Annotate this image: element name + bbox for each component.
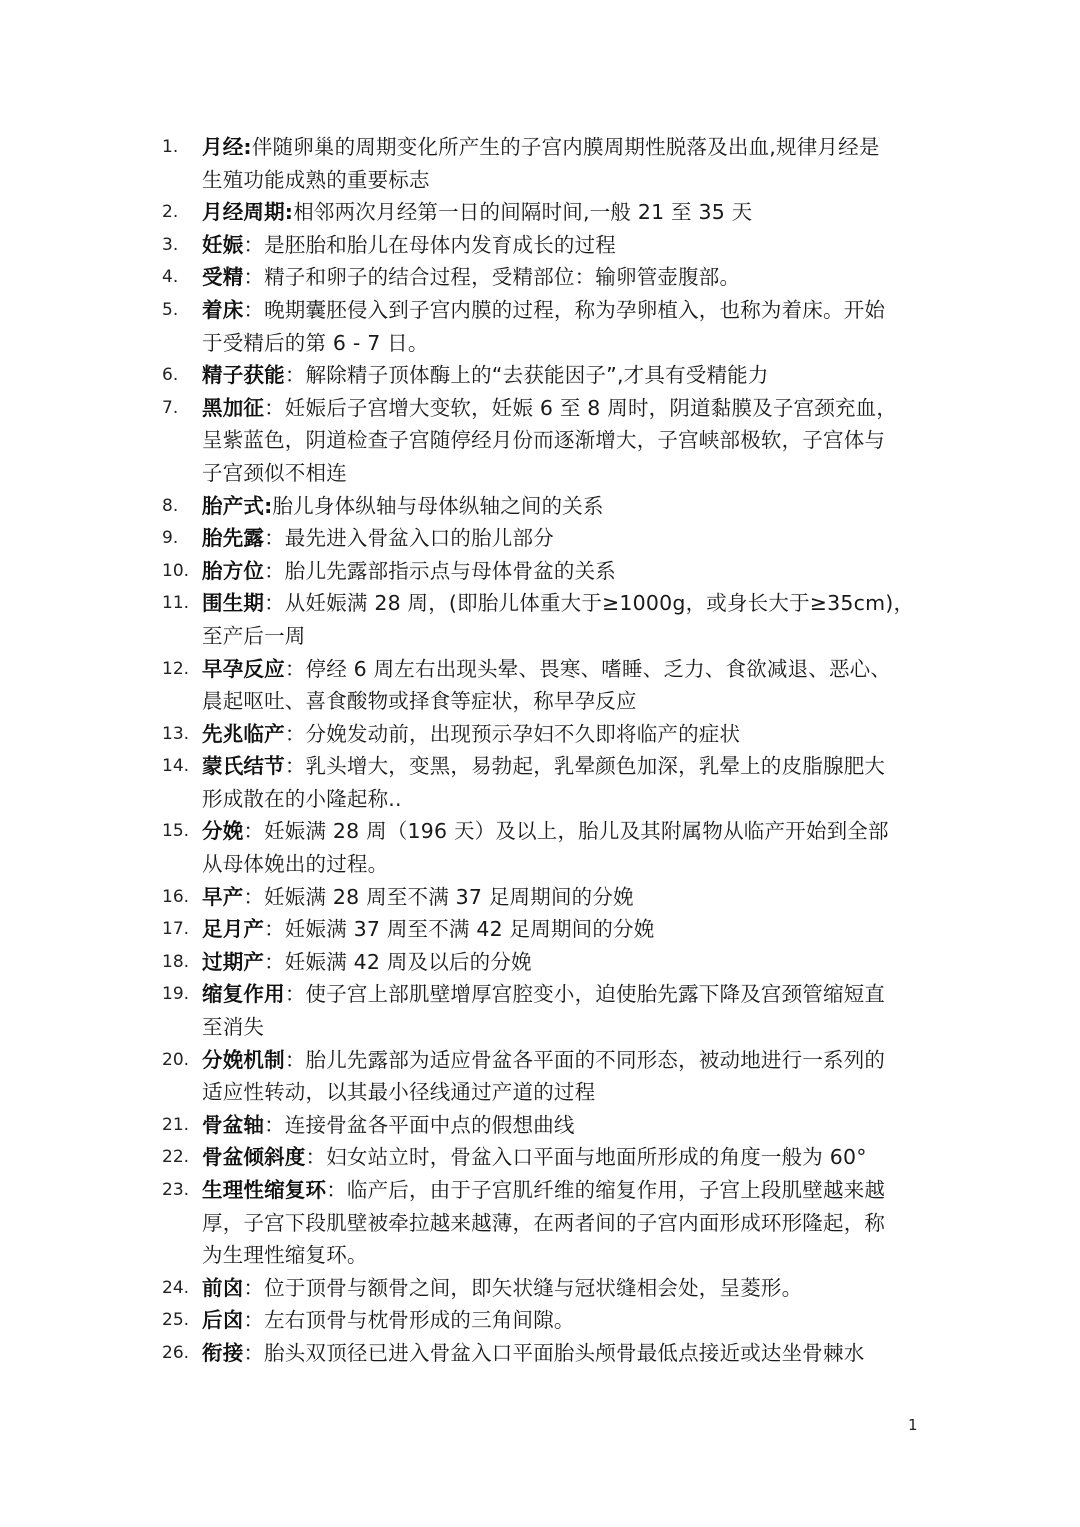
item-definition-text: ：使子宫上部肌壁增厚宫腔变小，迫使胎先露下降及宫颈管缩短直 xyxy=(284,982,886,1007)
item-number: 4. xyxy=(162,267,179,288)
definition-list xyxy=(160,131,920,1370)
item-number: 20. xyxy=(162,1049,190,1070)
item-number: 15. xyxy=(162,821,190,842)
item-definition-text: 适应性转动，以其最小径线通过产道的过程 xyxy=(202,1080,596,1105)
item-definition-text: 生殖功能成熟的重要标志 xyxy=(202,167,430,192)
item-number: 2. xyxy=(162,202,179,223)
item-line xyxy=(202,913,920,946)
item-term: 胎先露 xyxy=(202,526,265,551)
item-term: 骨盆倾斜度 xyxy=(202,1145,306,1170)
item-definition-text: 于受精后的第 6 - 7 日。 xyxy=(202,330,429,355)
list-item xyxy=(160,522,920,555)
item-definition-text: ：左右顶骨与枕骨形成的三角间隙。 xyxy=(243,1308,575,1333)
item-line xyxy=(202,327,920,360)
item-definition-text: 胎儿身体纵轴与母体纵轴之间的关系 xyxy=(272,493,604,518)
item-term: 早产 xyxy=(202,884,244,909)
list-item xyxy=(160,913,920,946)
item-definition-text: 从母体娩出的过程。 xyxy=(202,852,389,877)
item-number: 7. xyxy=(162,397,179,418)
item-definition-text: ：临产后，由于子宫肌纤维的缩复作用，子宫上段肌壁越来越 xyxy=(326,1178,886,1202)
list-item xyxy=(160,815,920,880)
item-line xyxy=(202,1304,920,1337)
item-line xyxy=(202,653,920,686)
item-definition-text: ：妊娠后子宫增大变软，妊娠 6 至 8 周时，阴道黏膜及子宫颈充血， xyxy=(264,395,898,420)
list-item xyxy=(160,1174,920,1272)
list-item xyxy=(160,261,920,294)
item-definition-text: ：妊娠满 42 周及以后的分娩 xyxy=(264,949,532,974)
item-number: 25. xyxy=(162,1310,190,1331)
item-line xyxy=(202,1207,920,1240)
item-line xyxy=(202,587,920,620)
item-definition-text: 相邻两次月经第一日的间隔时间,一般 21 至 35 天 xyxy=(293,200,753,225)
item-line xyxy=(202,620,920,653)
item-line xyxy=(202,1337,920,1370)
item-number: 22. xyxy=(162,1147,190,1168)
item-number: 26. xyxy=(162,1342,190,1363)
item-number: 23. xyxy=(162,1180,190,1200)
item-definition-text: 子宫颈似不相连 xyxy=(202,460,347,485)
list-item xyxy=(160,946,920,979)
item-line xyxy=(202,848,920,881)
item-number: 13. xyxy=(162,723,190,744)
item-line xyxy=(202,522,920,555)
item-term: 分娩机制 xyxy=(202,1047,285,1072)
item-term: 后囟 xyxy=(202,1308,244,1333)
item-definition-text: ：解除精子顶体酶上的“去获能因子”,才具有受精能力 xyxy=(284,363,769,388)
item-definition-text: 形成散在的小隆起称.. xyxy=(202,786,402,811)
item-definition-text: 至消失 xyxy=(202,1015,265,1040)
item-number: 3. xyxy=(162,234,179,255)
item-line xyxy=(202,1076,920,1109)
item-definition-text: ：晚期囊胚侵入到子宫内膜的过程，称为孕卵植入，也称为着床。开始 xyxy=(243,297,886,322)
item-term: 缩复作用 xyxy=(202,982,285,1007)
list-item xyxy=(160,555,920,588)
item-line xyxy=(202,815,920,848)
item-line xyxy=(202,1174,920,1207)
item-term: 月经: xyxy=(202,135,252,159)
item-line xyxy=(202,1044,920,1077)
list-item xyxy=(160,1141,920,1174)
item-line xyxy=(202,424,920,457)
item-definition-text: ：位于顶骨与额骨之间，即矢状缝与冠状缝相会处，呈菱形。 xyxy=(243,1275,803,1300)
item-line xyxy=(202,1272,920,1305)
item-line xyxy=(202,359,920,392)
list-item xyxy=(160,359,920,392)
item-term: 月经周期: xyxy=(202,200,294,225)
list-item xyxy=(160,1272,920,1305)
item-term: 衔接 xyxy=(202,1340,244,1365)
list-item xyxy=(160,1044,920,1109)
item-term: 胎方位 xyxy=(202,558,265,583)
item-definition-text: ：乳头增大，变黑，易勃起，乳晕颜色加深，乳晕上的皮脂腺肥大 xyxy=(284,754,886,779)
item-line xyxy=(202,685,920,718)
list-item xyxy=(160,1337,920,1370)
item-line xyxy=(202,555,920,588)
item-line xyxy=(202,457,920,490)
item-line xyxy=(202,1109,920,1142)
item-number: 5. xyxy=(162,299,179,320)
item-definition-text: ：连接骨盆各平面中点的假想曲线 xyxy=(264,1112,575,1137)
list-item xyxy=(160,978,920,1043)
item-definition-text: ：最先进入骨盆入口的胎儿部分 xyxy=(264,526,554,551)
item-definition-text: 呈紫蓝色，阴道检查子宫随停经月份而逐渐增大，子宫峡部极软，子宫体与 xyxy=(202,428,886,453)
item-definition-text: 伴随卵巢的周期变化所产生的子宫内膜周期性脱落及出血,规律月经是 xyxy=(251,135,880,159)
item-term: 骨盆轴 xyxy=(202,1112,265,1137)
item-number: 21. xyxy=(162,1114,190,1135)
list-item xyxy=(160,1304,920,1337)
list-item xyxy=(160,750,920,815)
item-line xyxy=(202,978,920,1011)
item-term: 早孕反应 xyxy=(202,656,285,681)
item-number: 17. xyxy=(162,919,190,940)
item-term: 过期产 xyxy=(202,949,265,974)
item-number: 1. xyxy=(162,137,179,157)
item-term: 围生期 xyxy=(202,591,265,616)
item-term: 分娩 xyxy=(202,819,244,844)
item-number: 8. xyxy=(162,495,179,516)
item-definition-text: ：胎儿先露部为适应骨盆各平面的不同形态，被动地进行一系列的 xyxy=(284,1047,886,1072)
list-item xyxy=(160,229,920,262)
item-term: 足月产 xyxy=(202,917,265,942)
item-line xyxy=(202,1011,920,1044)
item-definition-text: ：停经 6 周左右出现头晕、畏寒、嗜睡、乏力、食欲减退、恶心、 xyxy=(284,656,892,681)
page-number: 1 xyxy=(908,1416,918,1434)
item-line xyxy=(202,229,920,262)
item-definition-text: ：胎头双顶径已进入骨盆入口平面胎头颅骨最低点接近或达坐骨棘水 xyxy=(243,1340,865,1365)
item-term: 黑加征 xyxy=(202,395,265,420)
item-line xyxy=(202,261,920,294)
item-term: 妊娠 xyxy=(202,232,244,257)
item-number: 12. xyxy=(162,658,190,679)
item-definition-text: ：妊娠满 28 周至不满 37 足周期间的分娩 xyxy=(243,884,634,909)
list-item xyxy=(160,881,920,914)
item-term: 受精 xyxy=(202,265,244,290)
item-definition-text: ：妊娠满 28 周（196 天）及以上，胎儿及其附属物从临产开始到全部 xyxy=(243,819,889,844)
item-definition-text: ：是胚胎和胎儿在母体内发育成长的过程 xyxy=(243,232,617,257)
item-term: 精子获能 xyxy=(202,363,285,388)
item-term: 胎产式: xyxy=(202,493,273,518)
list-item xyxy=(160,196,920,229)
item-definition-text: ：精子和卵子的结合过程，受精部位：输卵管壶腹部。 xyxy=(243,265,741,290)
item-line xyxy=(202,718,920,751)
item-line xyxy=(202,392,920,425)
item-line xyxy=(202,1141,920,1174)
item-line xyxy=(202,750,920,783)
item-number: 24. xyxy=(162,1277,190,1298)
item-number: 9. xyxy=(162,528,179,549)
item-definition-text: 厚，子宫下段肌壁被牵拉越来越薄，在两者间的子宫内面形成环形隆起，称 xyxy=(202,1210,886,1235)
item-definition-text: 为生理性缩复环。 xyxy=(202,1243,368,1268)
list-item xyxy=(160,653,920,718)
item-line xyxy=(202,131,920,164)
item-line xyxy=(202,881,920,914)
item-definition-text: ：妊娠满 37 周至不满 42 足周期间的分娩 xyxy=(264,917,655,942)
list-item xyxy=(160,294,920,359)
item-definition-text: 晨起呕吐、喜食酸物或择食等症状，称早孕反应 xyxy=(202,689,637,714)
list-item xyxy=(160,587,920,652)
item-number: 10. xyxy=(162,560,190,581)
item-definition-text: ：胎儿先露部指示点与母体骨盆的关系 xyxy=(264,558,617,583)
item-definition-text: ：妇女站立时，骨盆入口平面与地面所形成的角度一般为 60° xyxy=(305,1145,867,1170)
list-item xyxy=(160,1109,920,1142)
item-term: 前囟 xyxy=(202,1275,244,1300)
item-line xyxy=(202,490,920,523)
item-number: 6. xyxy=(162,365,179,386)
item-term: 蒙氏结节 xyxy=(202,754,285,779)
item-line xyxy=(202,294,920,327)
item-term: 先兆临产 xyxy=(202,721,285,746)
item-line xyxy=(202,1239,920,1272)
list-item xyxy=(160,392,920,490)
item-number: 16. xyxy=(162,886,190,907)
item-definition-text: 至产后一周 xyxy=(202,623,306,648)
list-item xyxy=(160,490,920,523)
item-definition-text: ：从妊娠满 28 周，(即胎儿体重大于≥1000g，或身长大于≥35cm)， xyxy=(264,591,915,616)
item-term: 生理性缩复环 xyxy=(202,1178,327,1202)
item-number: 19. xyxy=(162,984,190,1005)
item-line xyxy=(202,946,920,979)
list-item xyxy=(160,718,920,751)
list-item xyxy=(160,131,920,196)
item-number: 14. xyxy=(162,756,190,777)
item-number: 18. xyxy=(162,951,190,972)
item-number: 11. xyxy=(162,593,190,614)
item-line xyxy=(202,196,920,229)
item-line xyxy=(202,783,920,816)
item-definition-text: ：分娩发动前，出现预示孕妇不久即将临产的症状 xyxy=(284,721,741,746)
item-term: 着床 xyxy=(202,297,244,322)
item-line xyxy=(202,164,920,197)
